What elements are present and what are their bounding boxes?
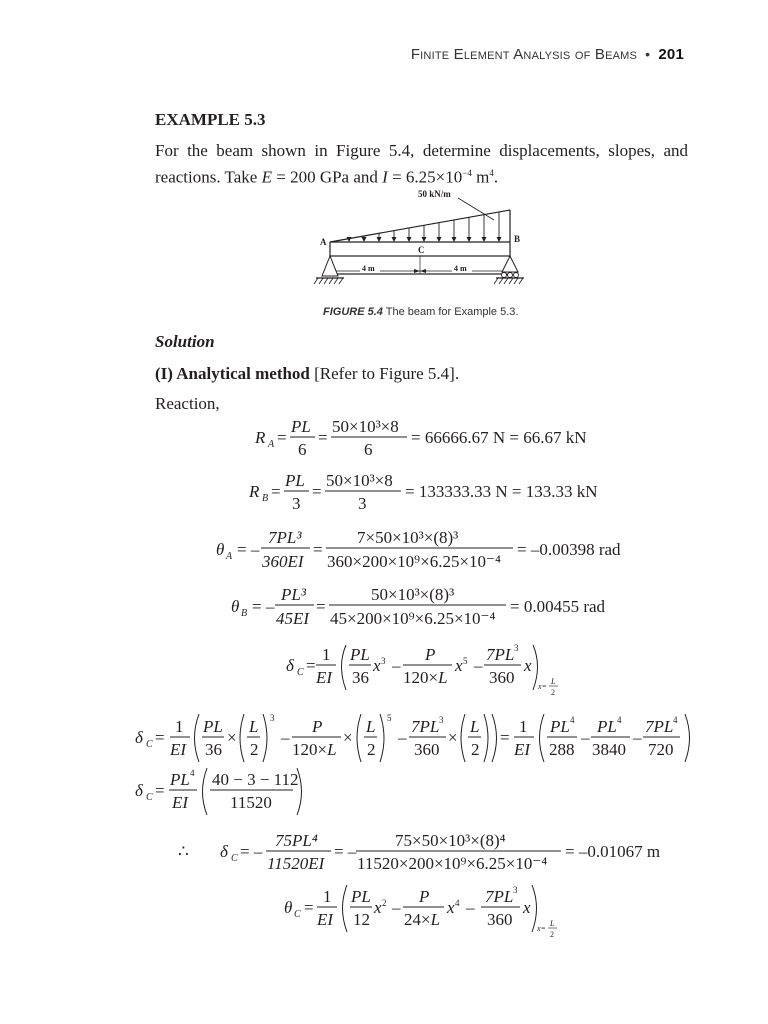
running-header [411,46,684,63]
svg-text:1: 1 [322,645,331,664]
svg-text:4: 4 [190,768,195,778]
svg-text:7PL: 7PL [645,717,674,736]
svg-text:x=: x= [538,682,547,691]
svg-text:x: x [523,898,531,917]
i-value: = 6.25×10 [387,167,463,187]
svg-text:C: C [146,739,153,750]
svg-text:360: 360 [489,668,515,687]
theta-a-result: = –0.00398 rad [517,540,621,559]
caption-label: FIGURE 5.4 [323,306,383,318]
svg-text:7PL: 7PL [486,645,515,664]
svg-text:2: 2 [471,740,480,759]
rb-symbol: R [249,482,260,501]
load-arrows [347,212,502,242]
solution-heading: Solution [155,332,215,351]
therefore-symbol: ∴ [178,842,189,861]
svg-text:EI: EI [514,740,531,759]
svg-text:4: 4 [617,715,622,725]
rb-num-1: PL [285,471,305,490]
ra-num-1: PL [291,417,311,436]
load-arrow-head [377,237,382,242]
rb-den-1: 3 [292,494,301,513]
svg-text:–: – [392,656,401,675]
svg-text:PL: PL [350,645,370,664]
svg-text:x=: x= [537,924,546,933]
dimension-left-label: 4 m [362,264,375,273]
point-a-label: A [320,237,327,247]
figure-caption [323,306,518,318]
svg-text:36: 36 [352,668,369,687]
svg-text:=: = [277,428,287,447]
svg-text:360: 360 [487,910,513,929]
svg-text:4: 4 [455,898,460,908]
svg-text:PL: PL [203,717,223,736]
svg-text:P: P [425,645,436,664]
theta-a-den-2: 360×200×10⁹×6.25×10⁻⁴ [327,552,501,571]
i-unit-exponent: 4 [489,168,494,178]
svg-text:1: 1 [323,887,332,906]
load-arrow-head [362,237,367,242]
svg-text:288: 288 [549,740,575,759]
svg-text:–: – [474,656,483,675]
theta-a-symbol: θ [216,540,225,559]
ground-hatch-left [314,278,343,284]
load-arrow-head [437,237,442,242]
svg-text:=: = [271,482,281,501]
dim-arrow-mid-left [414,269,420,273]
e-value: = 200 GPa and [271,167,383,187]
theta-b-num-2: 50×10³×(8)³ [371,585,455,604]
svg-text:2: 2 [550,930,554,939]
ground-hatch-right [494,278,523,284]
svg-text:5: 5 [463,656,468,666]
svg-text:7PL: 7PL [411,717,440,736]
svg-text:–: – [392,898,401,917]
statement-end: . [493,167,499,187]
svg-text:3840: 3840 [592,740,626,759]
theta-b-den-1: 45EI [276,609,310,628]
svg-text:PL: PL [597,717,617,736]
theta-c-subscript: C [294,909,301,920]
svg-text:L: L [551,677,556,686]
svg-text:L: L [550,919,555,928]
svg-text:EI: EI [316,668,333,687]
ra-result: = 66666.67 N = 66.67 kN [411,428,587,447]
svg-text:2: 2 [551,688,555,697]
svg-text:x: x [374,898,382,917]
svg-text:×: × [448,728,458,747]
svg-text:x: x [524,656,532,675]
svg-text:EI: EI [170,740,187,759]
svg-text:δ: δ [135,728,143,747]
svg-text:–: – [281,728,290,747]
delta-c-simplified-num: 40 − 3 − 112 [212,770,299,789]
svg-text:PL: PL [550,717,570,736]
load-arrow-head [422,237,427,242]
svg-text:P: P [419,887,430,906]
delta-c-symbol: δ [286,656,294,675]
svg-text:x: x [455,656,463,675]
svg-text:= –: = – [237,540,260,559]
equation-theta-b [231,585,606,628]
roller-wheel-2 [508,273,513,278]
svg-text:=: = [500,728,510,747]
svg-text:12: 12 [353,910,370,929]
svg-text:=: = [312,482,322,501]
theta-a-den-1: 360EI [262,552,304,571]
dim-arrow-mid-right [420,269,426,273]
load-arrow-head [482,237,487,242]
svg-text:720: 720 [648,740,674,759]
svg-text:EI: EI [317,910,334,929]
equation-delta-c-general [286,643,558,697]
svg-text:3: 3 [381,656,386,666]
pin-support-left [322,256,338,276]
svg-text:4: 4 [673,715,678,725]
delta-c-subscript: C [297,667,304,678]
roller-wheel-3 [514,273,519,278]
point-c-label: C [418,245,425,255]
theta-b-num-1: PL³ [281,585,306,604]
e-symbol: E [261,167,272,187]
statement-text: For the beam shown in Figure 5.4, determine displacements, slopes, and reactions. Take [155,141,688,187]
theta-a-num-1: 7PL³ [268,528,302,547]
svg-text:2: 2 [382,898,387,908]
svg-text:C: C [146,792,153,803]
svg-text:L: L [366,717,376,736]
svg-text:P: P [312,717,323,736]
svg-text:360: 360 [414,740,440,759]
svg-text:2: 2 [250,740,259,759]
svg-text:3: 3 [514,643,519,653]
i-symbol: I [382,167,388,187]
delta-c-den-2: 11520×200×10⁹×6.25×10⁻⁴ [357,854,548,873]
svg-text:C: C [231,853,238,864]
svg-text:=: = [304,898,314,917]
point-b-label: B [514,234,521,244]
svg-text:5: 5 [387,713,392,723]
analytical-method-line [155,364,459,384]
svg-text:=: = [155,728,165,747]
svg-text:L: L [249,717,259,736]
equation-rb [248,471,597,513]
svg-text:–: – [466,898,475,917]
reaction-label: Reaction, [155,394,220,413]
page-number: 201 [658,46,684,63]
svg-text:δ: δ [135,781,143,800]
header-bullet: • [645,46,651,62]
svg-text:x: x [447,898,455,917]
svg-text:1: 1 [519,717,528,736]
rb-num-2: 50×10³×8 [326,471,393,490]
load-label: 50 kN/m [418,189,451,199]
svg-text:=: = [313,540,323,559]
equation-ra [254,417,586,459]
theta-b-symbol: θ [231,597,240,616]
theta-c-symbol: θ [284,898,293,917]
svg-text:=: = [155,781,165,800]
ra-num-2: 50×10³×8 [332,417,399,436]
load-arrow-head [392,237,397,242]
delta-c-num-1: 75PL⁴ [275,831,318,850]
svg-text:–: – [581,728,590,747]
theta-a-num-2: 7×50×10³×(8)³ [357,528,459,547]
svg-text:4: 4 [570,715,575,725]
equation-theta-a [216,528,621,571]
svg-text:EI: EI [172,793,189,812]
load-arrow-head [497,237,502,242]
svg-text:1: 1 [175,717,184,736]
svg-text:3: 3 [513,885,518,895]
svg-text:×: × [227,728,237,747]
dimension-right-label: 4 m [454,264,467,273]
theta-b-den-2: 45×200×10⁹×6.25×10⁻⁴ [330,609,496,628]
equation-delta-c-expanded [135,713,690,762]
svg-text:x: x [373,656,381,675]
analytical-method-label: (I) Analytical method [155,364,310,383]
theta-b-result: = 0.00455 rad [510,597,606,616]
svg-text:7PL: 7PL [485,887,514,906]
rb-den-2: 3 [358,494,367,513]
svg-text:120×L: 120×L [292,740,337,759]
equation-delta-c-simplified [135,768,302,815]
svg-text:×: × [343,728,353,747]
ra-symbol: R [255,428,266,447]
theta-b-subscript: B [241,608,248,619]
equation-theta-c [284,885,557,939]
svg-text:3: 3 [270,713,275,723]
svg-text:= –: = – [240,842,263,861]
analytical-method-ref: [Refer to Figure 5.4]. [309,364,460,383]
equation-delta-c-result [178,831,660,873]
beam-figure [308,186,538,296]
svg-text:–: – [633,728,642,747]
svg-text:–: – [398,728,407,747]
running-header-title: Finite Element Analysis of Beams [410,46,638,63]
load-arrow-head [452,237,457,242]
i-exponent: −4 [462,168,472,178]
svg-text:=: = [316,597,326,616]
ra-subscript: A [268,439,275,450]
roller-wheel-1 [502,273,507,278]
rb-result: = 133333.33 N = 133.33 kN [405,482,598,501]
delta-c-simplified-den: 11520 [230,793,272,812]
roller-support-right [502,256,518,272]
theta-a-subscript: A [226,551,233,562]
svg-text:δ: δ [220,842,228,861]
svg-text:2: 2 [367,740,376,759]
ra-den-1: 6 [298,440,307,459]
svg-text:24×L: 24×L [404,910,441,929]
delta-c-result: = –0.01067 m [565,842,661,861]
svg-text:120×L: 120×L [403,668,448,687]
svg-text:3: 3 [439,715,444,725]
rb-subscript: B [262,493,269,504]
caption-text: The beam for Example 5.3. [382,306,519,318]
svg-text:=: = [306,656,316,675]
svg-text:= –: = – [252,597,275,616]
load-arrow-head [407,237,412,242]
svg-text:= –: = – [334,842,357,861]
example-statement [155,140,688,189]
delta-c-den-1: 11520EI [267,854,325,873]
svg-text:36: 36 [205,740,222,759]
ra-den-2: 6 [364,440,373,459]
svg-text:L: L [470,717,480,736]
i-unit: m [471,167,490,187]
example-title: EXAMPLE 5.3 [155,110,266,129]
svg-text:PL: PL [351,887,371,906]
delta-c-num-2: 75×50×10³×(8)⁴ [395,831,506,850]
load-arrow-head [467,237,472,242]
load-label-leader [458,198,494,220]
svg-text:=: = [318,428,328,447]
svg-text:PL: PL [170,770,190,789]
